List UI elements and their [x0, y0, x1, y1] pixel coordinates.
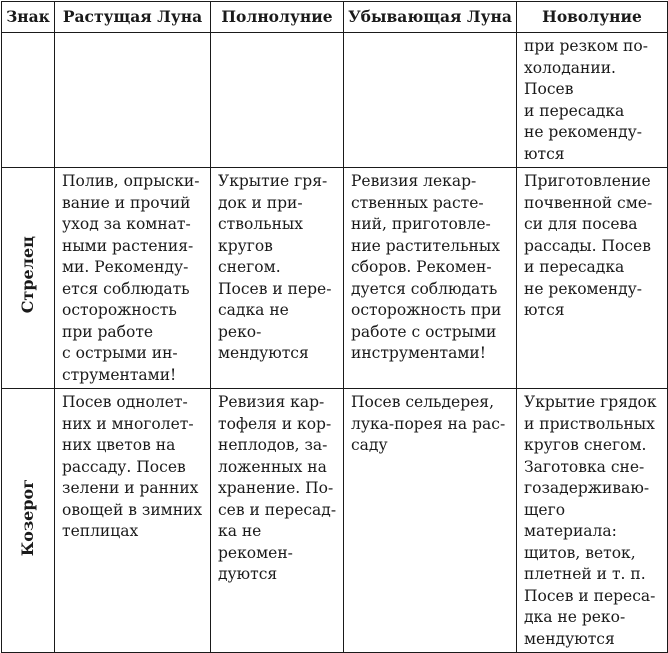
header-row — [2, 2, 668, 33]
cell-waxing-moon — [55, 33, 211, 168]
cell-new-moon: Приготовление почвенной сме- си для посева рассады. Посев и пересадка не рекоменду- ются — [517, 168, 668, 389]
cell-new-moon: при резком по- холодании. Посев и пересадка не рекоменду- ются — [517, 33, 668, 168]
cell-full-moon — [211, 33, 344, 168]
lunar-calendar-table — [1, 1, 668, 653]
header-sign: Знак — [2, 2, 55, 33]
cell-full-moon: Укрытие гря- док и при- ствольных кругов снегом. Посев и пере- садка не реко- мендуются — [211, 168, 344, 389]
table-row-continuation — [2, 33, 668, 168]
sign-label: Стрелец — [18, 236, 37, 314]
sign-label: Козерог — [18, 478, 37, 556]
cell-waning-moon — [344, 33, 517, 168]
header-new-moon: Новолуние — [517, 2, 668, 33]
cell-waning-moon: Ревизия лекар- ственных расте- ний, приготовле- ние растительных сборов. Рекомен- дуется соблюдать осторожность при работе с острыми инструментами! — [344, 168, 517, 389]
header-full-moon: Полнолуние — [211, 2, 344, 33]
header-waning-moon: Убывающая Луна — [344, 2, 517, 33]
table-row-capricorn — [2, 389, 668, 653]
cell-waxing-moon: Полив, опрыски- вание и прочий уход за комнат- ными растения- ми. Рекоменду- ется соблюдать осторожность при работе с острыми ин- струментами! — [55, 168, 211, 389]
sign-cell-capricorn — [2, 389, 55, 653]
sign-cell-empty — [2, 33, 55, 168]
sign-cell-sagittarius — [2, 168, 55, 389]
header-waxing-moon: Растущая Луна — [55, 2, 211, 33]
cell-waning-moon: Посев сельдерея, лука-порея на рас- саду — [344, 389, 517, 653]
cell-waxing-moon: Посев однолет- них и многолет- них цветов на рассаду. Посев зелени и ранних овощей в зимних теплицах — [55, 389, 211, 653]
cell-new-moon: Укрытие грядок и приствольных кругов снегом. Заготовка сне- гозадерживаю- щего материала: щитов, веток, плетней и т. п. Посев и переса- дка не реко- мендуются — [517, 389, 668, 653]
table-row-sagittarius — [2, 168, 668, 389]
cell-full-moon: Ревизия кар- тофеля и кор- неплодов, за- ложенных на хранение. По- сев и пересад- ка не рекомен- дуются — [211, 389, 344, 653]
